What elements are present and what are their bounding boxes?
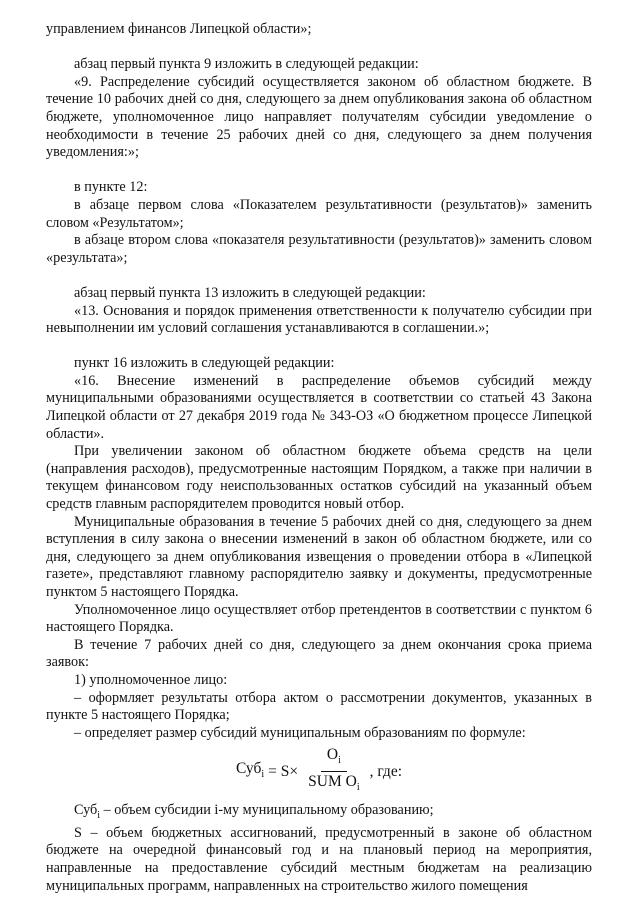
formula-denominator: SUM $O_i$ xyxy=(308,772,360,793)
formula-lhs: Суб$_i$ xyxy=(235,759,265,780)
paragraph-17: – определяет размер субсидий муниципальным образованиям по формуле: xyxy=(74,724,526,741)
paragraph-2: абзац первый пункта 9 изложить в следующей редакции: xyxy=(74,56,419,73)
paragraph-5: в абзаце первом слова «Показателем результативности (результатов)» заменить словом «Результатом»; xyxy=(46,196,592,231)
paragraph-3: «9. Распределение субсидий осуществляется законом об областном бюджете. В течение 10 рабочих дней со дня, следующего за днем опубликования закона об областном бюджете, уполномоченное лицо направляет получателям субсидии уведомление о необходимости в течение 25 рабочих дней со дня, следующего за днем получения уведомления:»; xyxy=(46,73,592,161)
document-body xyxy=(46,21,592,895)
formula-tail: , где: xyxy=(369,762,403,780)
paragraph-7: абзац первый пункта 13 изложить в следующей редакции: xyxy=(74,284,426,301)
subsidy-formula xyxy=(46,744,592,798)
paragraph-16: – оформляет результаты отбора актом о рассмотрении документов, указанных в пункте 5 настоящего Порядка; xyxy=(46,689,592,724)
paragraph-19: Суб$_i$ – объем субсидии i-му муниципальному образованию; xyxy=(74,802,434,822)
paragraph-20: S – объем бюджетных ассигнований, предусмотренный в законе об областном бюджете на очередной финансовый год и на плановый период на мероприятия, направленные на предоставление субсидий местным бюджетам на реализацию муниципальных программ, направленных на строительство жилого помещения xyxy=(46,824,592,894)
paragraph-6: в абзаце втором слова «показателя результативности (результатов)» заменить словом «результата»; xyxy=(46,232,592,266)
formula-numerator: $O_i$ xyxy=(321,746,347,772)
paragraph-13: Уполномоченное лицо осуществляет отбор претендентов в соответствии с пунктом 6 настоящего Порядка. xyxy=(46,601,592,636)
paragraph-15: 1) уполномоченное лицо: xyxy=(74,671,228,688)
paragraph-10: «16. Внесение изменений в распределение объемов субсидий между муниципальными образованиями осуществляется в соответствии со статьей 43 Закона Липецкой области от 27 декабря 2019 года № 343-ОЗ «О бюджетном процессе Липецкой области». xyxy=(46,372,592,442)
formula-equals: = S× xyxy=(268,762,299,780)
paragraph-14: В течение 7 рабочих дней со дня, следующего за днем окончания срока приема заявок: xyxy=(46,636,592,671)
paragraph-8: «13. Основания и порядок применения ответственности к получателю субсидии при невыполнении им условий соглашения устанавливаются в соглашении.»; xyxy=(46,302,592,337)
paragraph-1: управлением финансов Липецкой области»; xyxy=(46,21,312,37)
formula-fraction xyxy=(302,746,365,796)
paragraph-9: пункт 16 изложить в следующей редакции: xyxy=(74,355,335,372)
paragraph-11: При увеличении законом об областном бюджете объема средств на цели (направления расходов), предусмотренные настоящим Порядком, а также при наличии в текущем финансовом году неиспользованных остатков субсидий на указанный объем средств главным распорядителем проводится новый отбор. xyxy=(46,443,592,513)
paragraph-4: в пункте 12: xyxy=(74,179,148,196)
paragraph-12: Муниципальные образования в течение 5 рабочих дней со дня, следующего за днем вступления в силу закона о внесении изменений в закон об областном бюджете, или со дня, следующего за днем опубликования извещения о проведении отбора в «Липецкой газете», представляют главному распорядителю заявку и документы, предусмотренные пунктом 5 настоящего Порядка. xyxy=(46,513,592,600)
